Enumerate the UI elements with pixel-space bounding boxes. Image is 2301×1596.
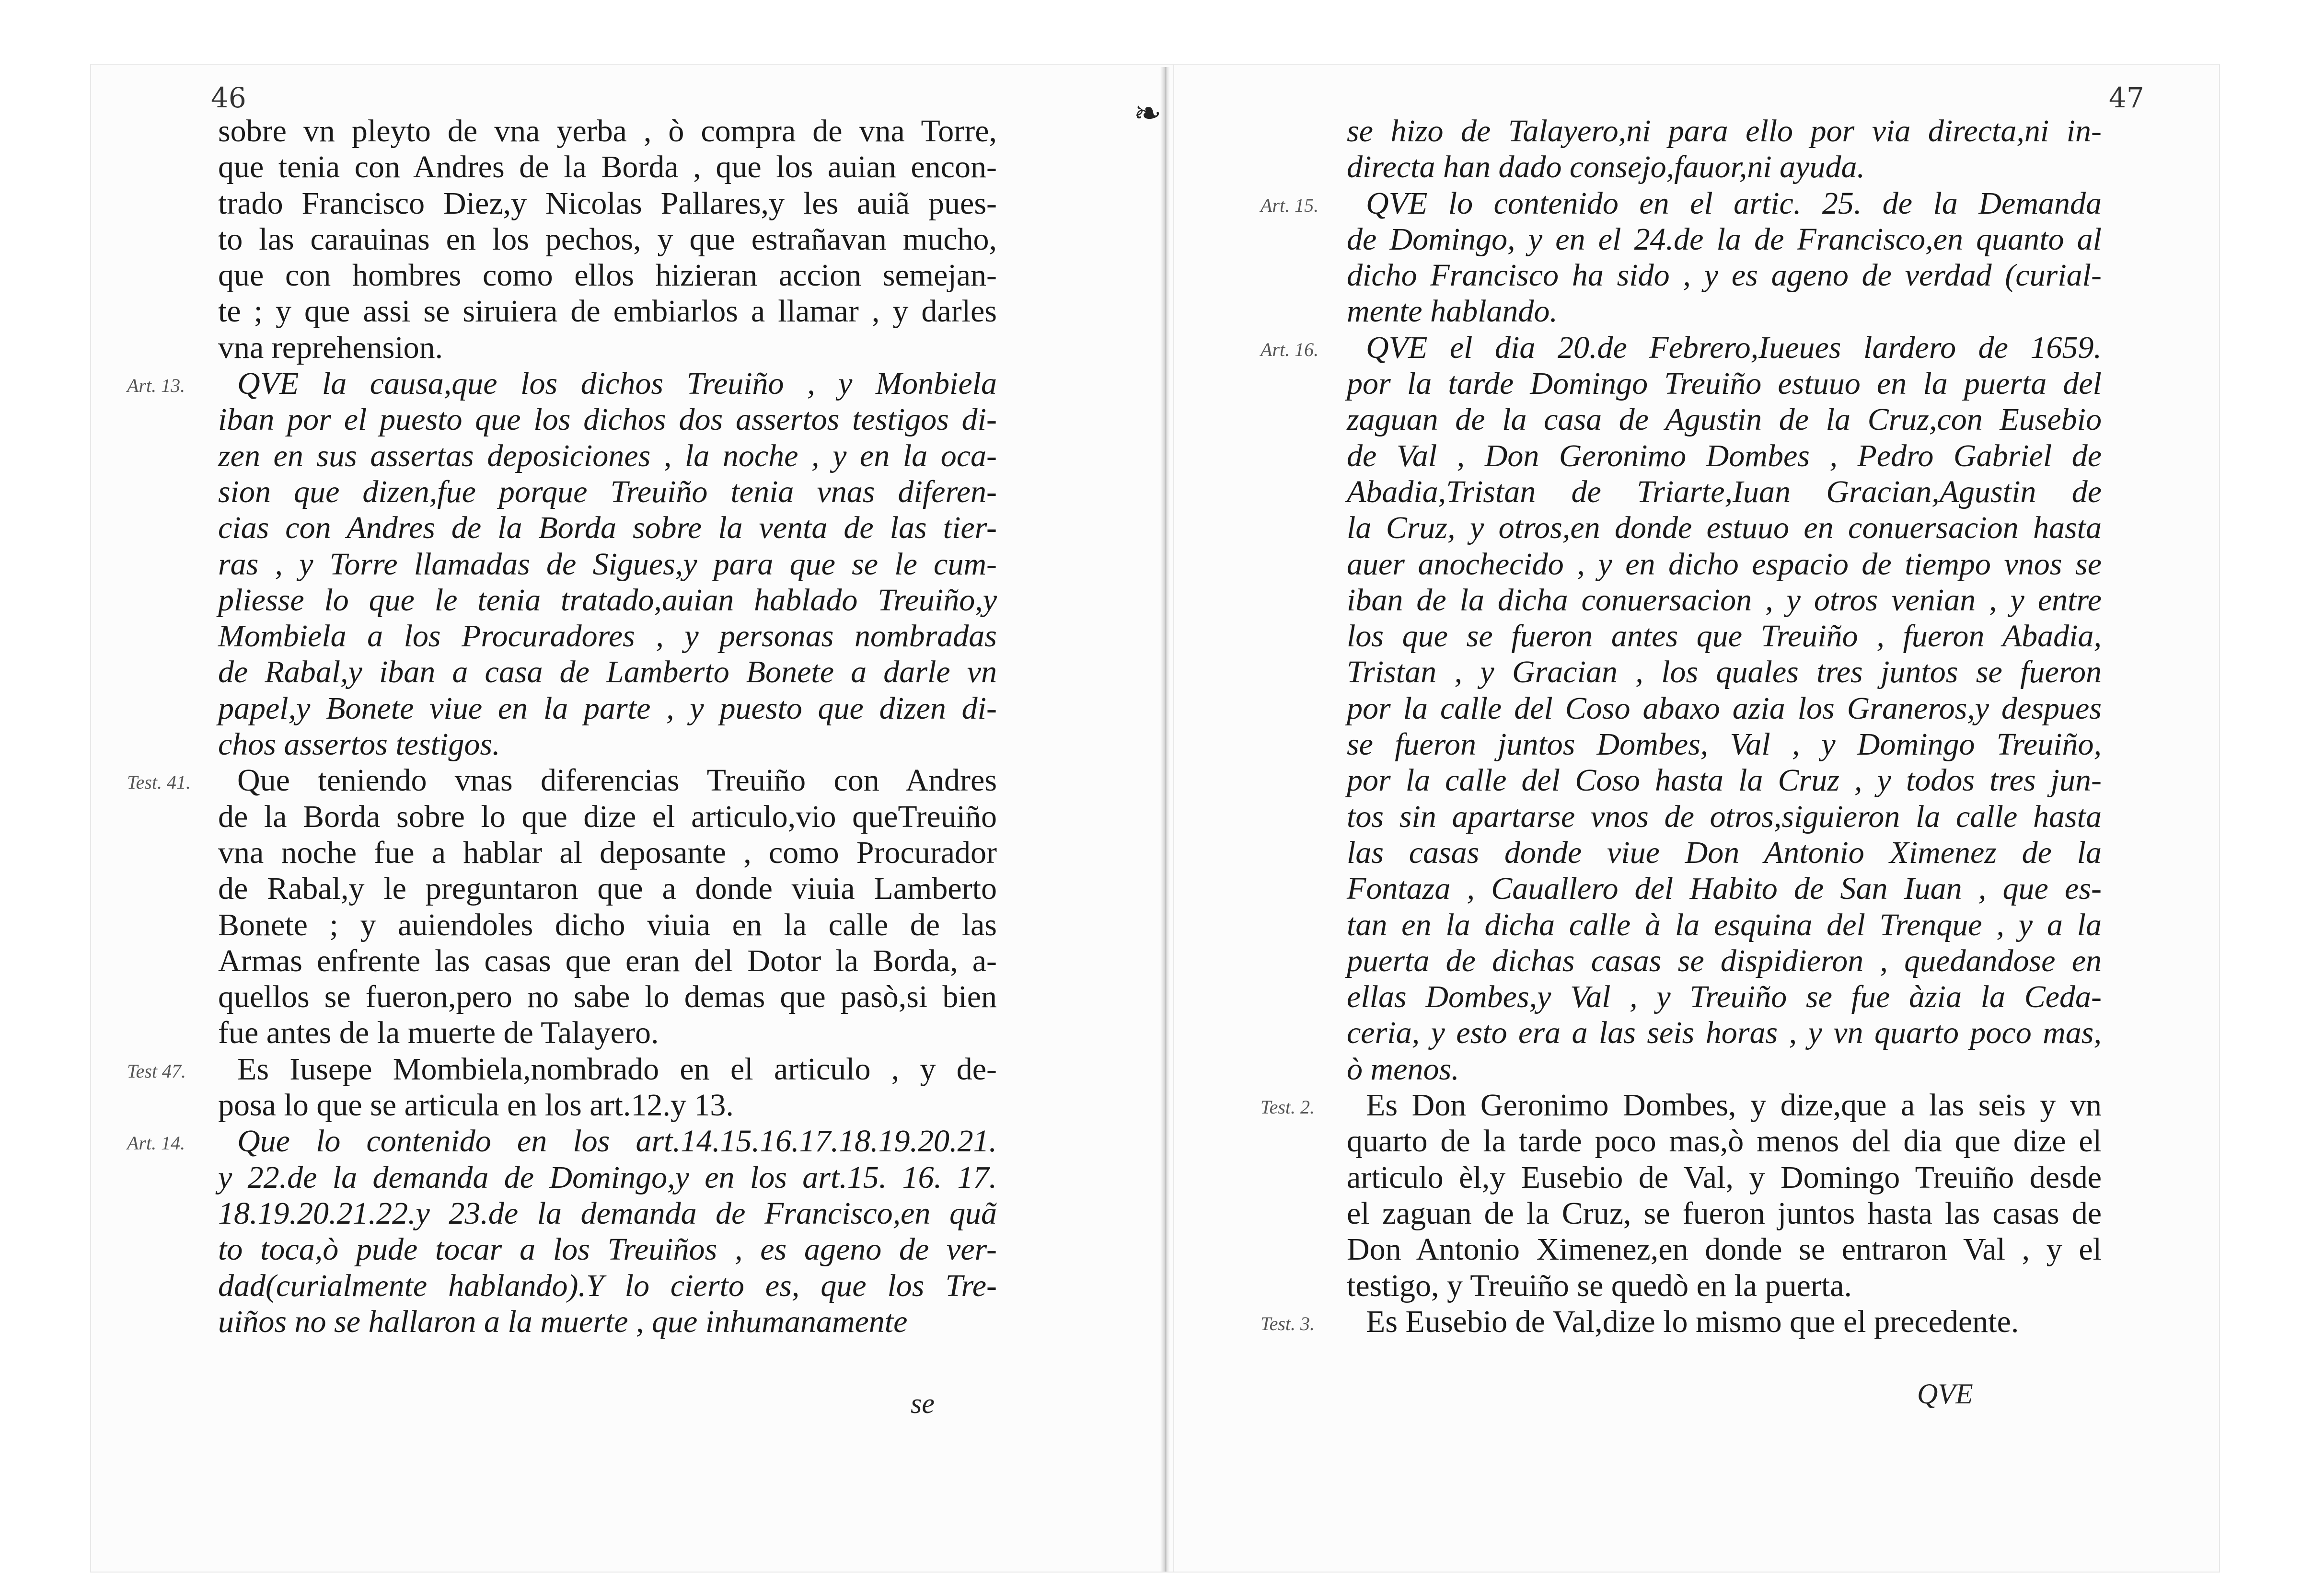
text-line: Que teniendo vnas diferencias Treuiño con Andres (237, 763, 997, 798)
text-line: por la calle del Coso hasta la Cruz , y todos tres jun- (1347, 763, 2102, 798)
page-body (218, 113, 997, 1340)
right-page-content (1174, 0, 2301, 1596)
text-line: tan en la dicha calle à la esquina del Trenque , y a la (1347, 907, 2102, 942)
page-number: 46 (211, 81, 246, 114)
catchword: se (911, 1388, 935, 1419)
text-line: que con hombres como ellos hizieran accion semejan- (218, 258, 997, 293)
text-line: posa lo que se articula en los art.12.y 13. (218, 1088, 734, 1123)
text-line: Fontaza , Cauallero del Habito de San Iuan , que es- (1347, 871, 2102, 907)
text-line: ras , y Torre llamadas de Sigues,y para que se le cum- (218, 546, 997, 582)
text-line: fue antes de la muerte de Talayero. (218, 1015, 659, 1051)
text-line: auer anochecido , y en dicho espacio de tiempo vnos se (1347, 546, 2102, 582)
margin-note: Art. 13. (127, 375, 185, 397)
ink-mark: ❧ (1133, 93, 1162, 133)
margin-note: Test. 3. (1260, 1312, 1315, 1334)
text-line: de Rabal,y iban a casa de Lamberto Bonete a darle vn (218, 654, 997, 690)
text-line: se hizo de Talayero,ni para ello por via directa,ni in- (1347, 114, 2102, 149)
text-line: por la tarde Domingo Treuiño estuuo en la puerta del (1347, 366, 2102, 402)
text-line: Abadia,Tristan de Triarte,Iuan Gracian,Agustin de (1347, 474, 2102, 509)
text-line: 18.19.20.21.22.y 23.de la demanda de Francisco,en quã (218, 1195, 997, 1231)
text-line: mente hablando. (1347, 294, 1558, 329)
text-line: to las carauinas en los pechos, y que estrañavan mucho, (218, 221, 997, 257)
margin-note: Art. 16. (1260, 338, 1319, 360)
text-line: QVE lo contenido en el artic. 25. de la Demanda (1366, 185, 2102, 221)
page-number: 47 (2109, 81, 2144, 114)
text-line: Es Don Geronimo Dombes, y dize,que a las seis y vn (1366, 1088, 2102, 1123)
text-line: cias con Andres de la Borda sobre la venta de las tier- (218, 510, 997, 546)
text-line: directa han dado consejo,fauor,ni ayuda. (1347, 149, 1865, 185)
text-line: dicho Francisco ha sido , y es ageno de verdad (curial- (1347, 258, 2102, 293)
text-line: y 22.de la demanda de Domingo,y en los art.15. 16. 17. (218, 1160, 997, 1195)
text-line: las casas donde viue Don Antonio Ximenez de la (1347, 835, 2102, 870)
margin-note: Art. 15. (1260, 194, 1319, 216)
text-line: sobre vn pleyto de vna yerba , ò compra de vna Torre, (218, 114, 997, 149)
text-line: de Domingo, y en el 24.de la de Francisco,en quanto al (1347, 221, 2102, 257)
text-line: tos sin apartarse vnos de otros,siguieron la calle hasta (1347, 799, 2102, 834)
text-line: quellos se fueron,pero no sabe lo demas que pasò,si bien (218, 979, 997, 1015)
text-line: papel,y Bonete viue en la parte , y puesto que dizen di- (218, 690, 997, 726)
text-line: to toca,ò pude tocar a los Treuiños , es ageno de ver- (218, 1232, 997, 1267)
text-line: Es Iusepe Mombiela,nombrado en el articulo , y de- (237, 1051, 997, 1087)
text-line: de Val , Don Geronimo Dombes , Pedro Gabriel de (1347, 438, 2102, 473)
margin-note: Test. 2. (1260, 1096, 1315, 1118)
text-line: uiños no se hallaron a la muerte , que inhumanamente (218, 1304, 908, 1339)
text-line: QVE el dia 20.de Febrero,Iueues lardero de 1659. (1366, 330, 2102, 365)
text-line: de la Borda sobre lo que dize el articulo,vio queTreuiño (218, 799, 997, 834)
text-line: vna noche fue a hablar al deposante , como Procurador (218, 835, 997, 870)
text-line: pliesse lo que le tenia tratado,auian hablado Treuiño,y (218, 582, 997, 618)
text-line: de Rabal,y le preguntaron que a donde viuia Lamberto (218, 871, 997, 907)
margin-note: Art. 14. (127, 1132, 185, 1154)
text-line: Mombiela a los Procuradores , y personas nombradas (218, 619, 997, 654)
text-line: quarto de la tarde poco mas,ò menos del dia que dize el (1347, 1124, 2102, 1159)
margin-note: Test. 41. (127, 771, 191, 793)
text-line: iban de la dicha conuersacion , y otros venian , y entre (1347, 582, 2102, 618)
text-line: iban por el puesto que los dichos dos assertos testigos di- (218, 402, 997, 437)
text-line: trado Francisco Diez,y Nicolas Pallares,y les auiã pues- (218, 185, 997, 221)
text-line: sion que dizen,fue porque Treuiño tenia vnas diferen- (218, 474, 997, 509)
catchword: QVE (1917, 1378, 1973, 1410)
text-line: se fueron juntos Dombes, Val , y Domingo Treuiño, (1347, 727, 2102, 762)
text-line: testigo, y Treuiño se quedò en la puerta. (1347, 1268, 1852, 1303)
text-line: articulo èl,y Eusebio de Val, y Domingo Treuiño desde (1347, 1160, 2102, 1195)
margin-note: Test 47. (127, 1060, 186, 1082)
text-line: el zaguan de la Cruz, se fueron juntos hasta las casas de (1347, 1195, 2102, 1231)
text-line: que tenia con Andres de la Borda , que los auian encon- (218, 149, 997, 185)
text-line: Bonete ; y auiendoles dicho viuia en la calle de las (218, 907, 997, 942)
text-line: ceria, y esto era a las seis horas , y vn quarto poco mas, (1347, 1015, 2102, 1051)
text-line: por la calle del Coso abaxo azia los Graneros,y despues (1347, 690, 2102, 726)
text-line: ò menos. (1347, 1051, 1459, 1087)
text-line: Que lo contenido en los art.14.15.16.17.18.19.20.21. (237, 1124, 997, 1159)
text-line: zen en sus assertas deposiciones , la noche , y en la oca- (218, 438, 997, 473)
text-line: ellas Dombes,y Val , y Treuiño se fue àzia la Ceda- (1347, 979, 2102, 1015)
text-line: QVE la causa,que los dichos Treuiño , y Monbiela (237, 366, 997, 402)
text-line: puerta de dichas casas se dispidieron , quedandose en (1347, 943, 2102, 978)
text-line: dad(curialmente hablando).Y lo cierto es, que los Tre- (218, 1268, 997, 1303)
text-line: vna reprehension. (218, 330, 443, 365)
text-line: Es Eusebio de Val,dize lo mismo que el precedente. (1366, 1304, 2019, 1339)
text-line: zaguan de la casa de Agustin de la Cruz,con Eusebio (1347, 402, 2102, 437)
text-line: Tristan , y Gracian , los quales tres juntos se fueron (1347, 654, 2102, 690)
text-line: te ; y que assi se siruiera de embiarlos a llamar , y darles (218, 294, 997, 329)
text-line: Don Antonio Ximenez,en donde se entraron Val , y el (1347, 1232, 2102, 1267)
text-line: los que se fueron antes que Treuiño , fueron Abadia, (1347, 619, 2102, 654)
page-body (1347, 113, 2102, 1340)
text-line: la Cruz, y otros,en donde estuuo en conuersacion hasta (1347, 510, 2102, 546)
text-line: Armas enfrente las casas que eran del Dotor la Borda, a- (218, 943, 997, 978)
text-line: chos assertos testigos. (218, 727, 500, 762)
